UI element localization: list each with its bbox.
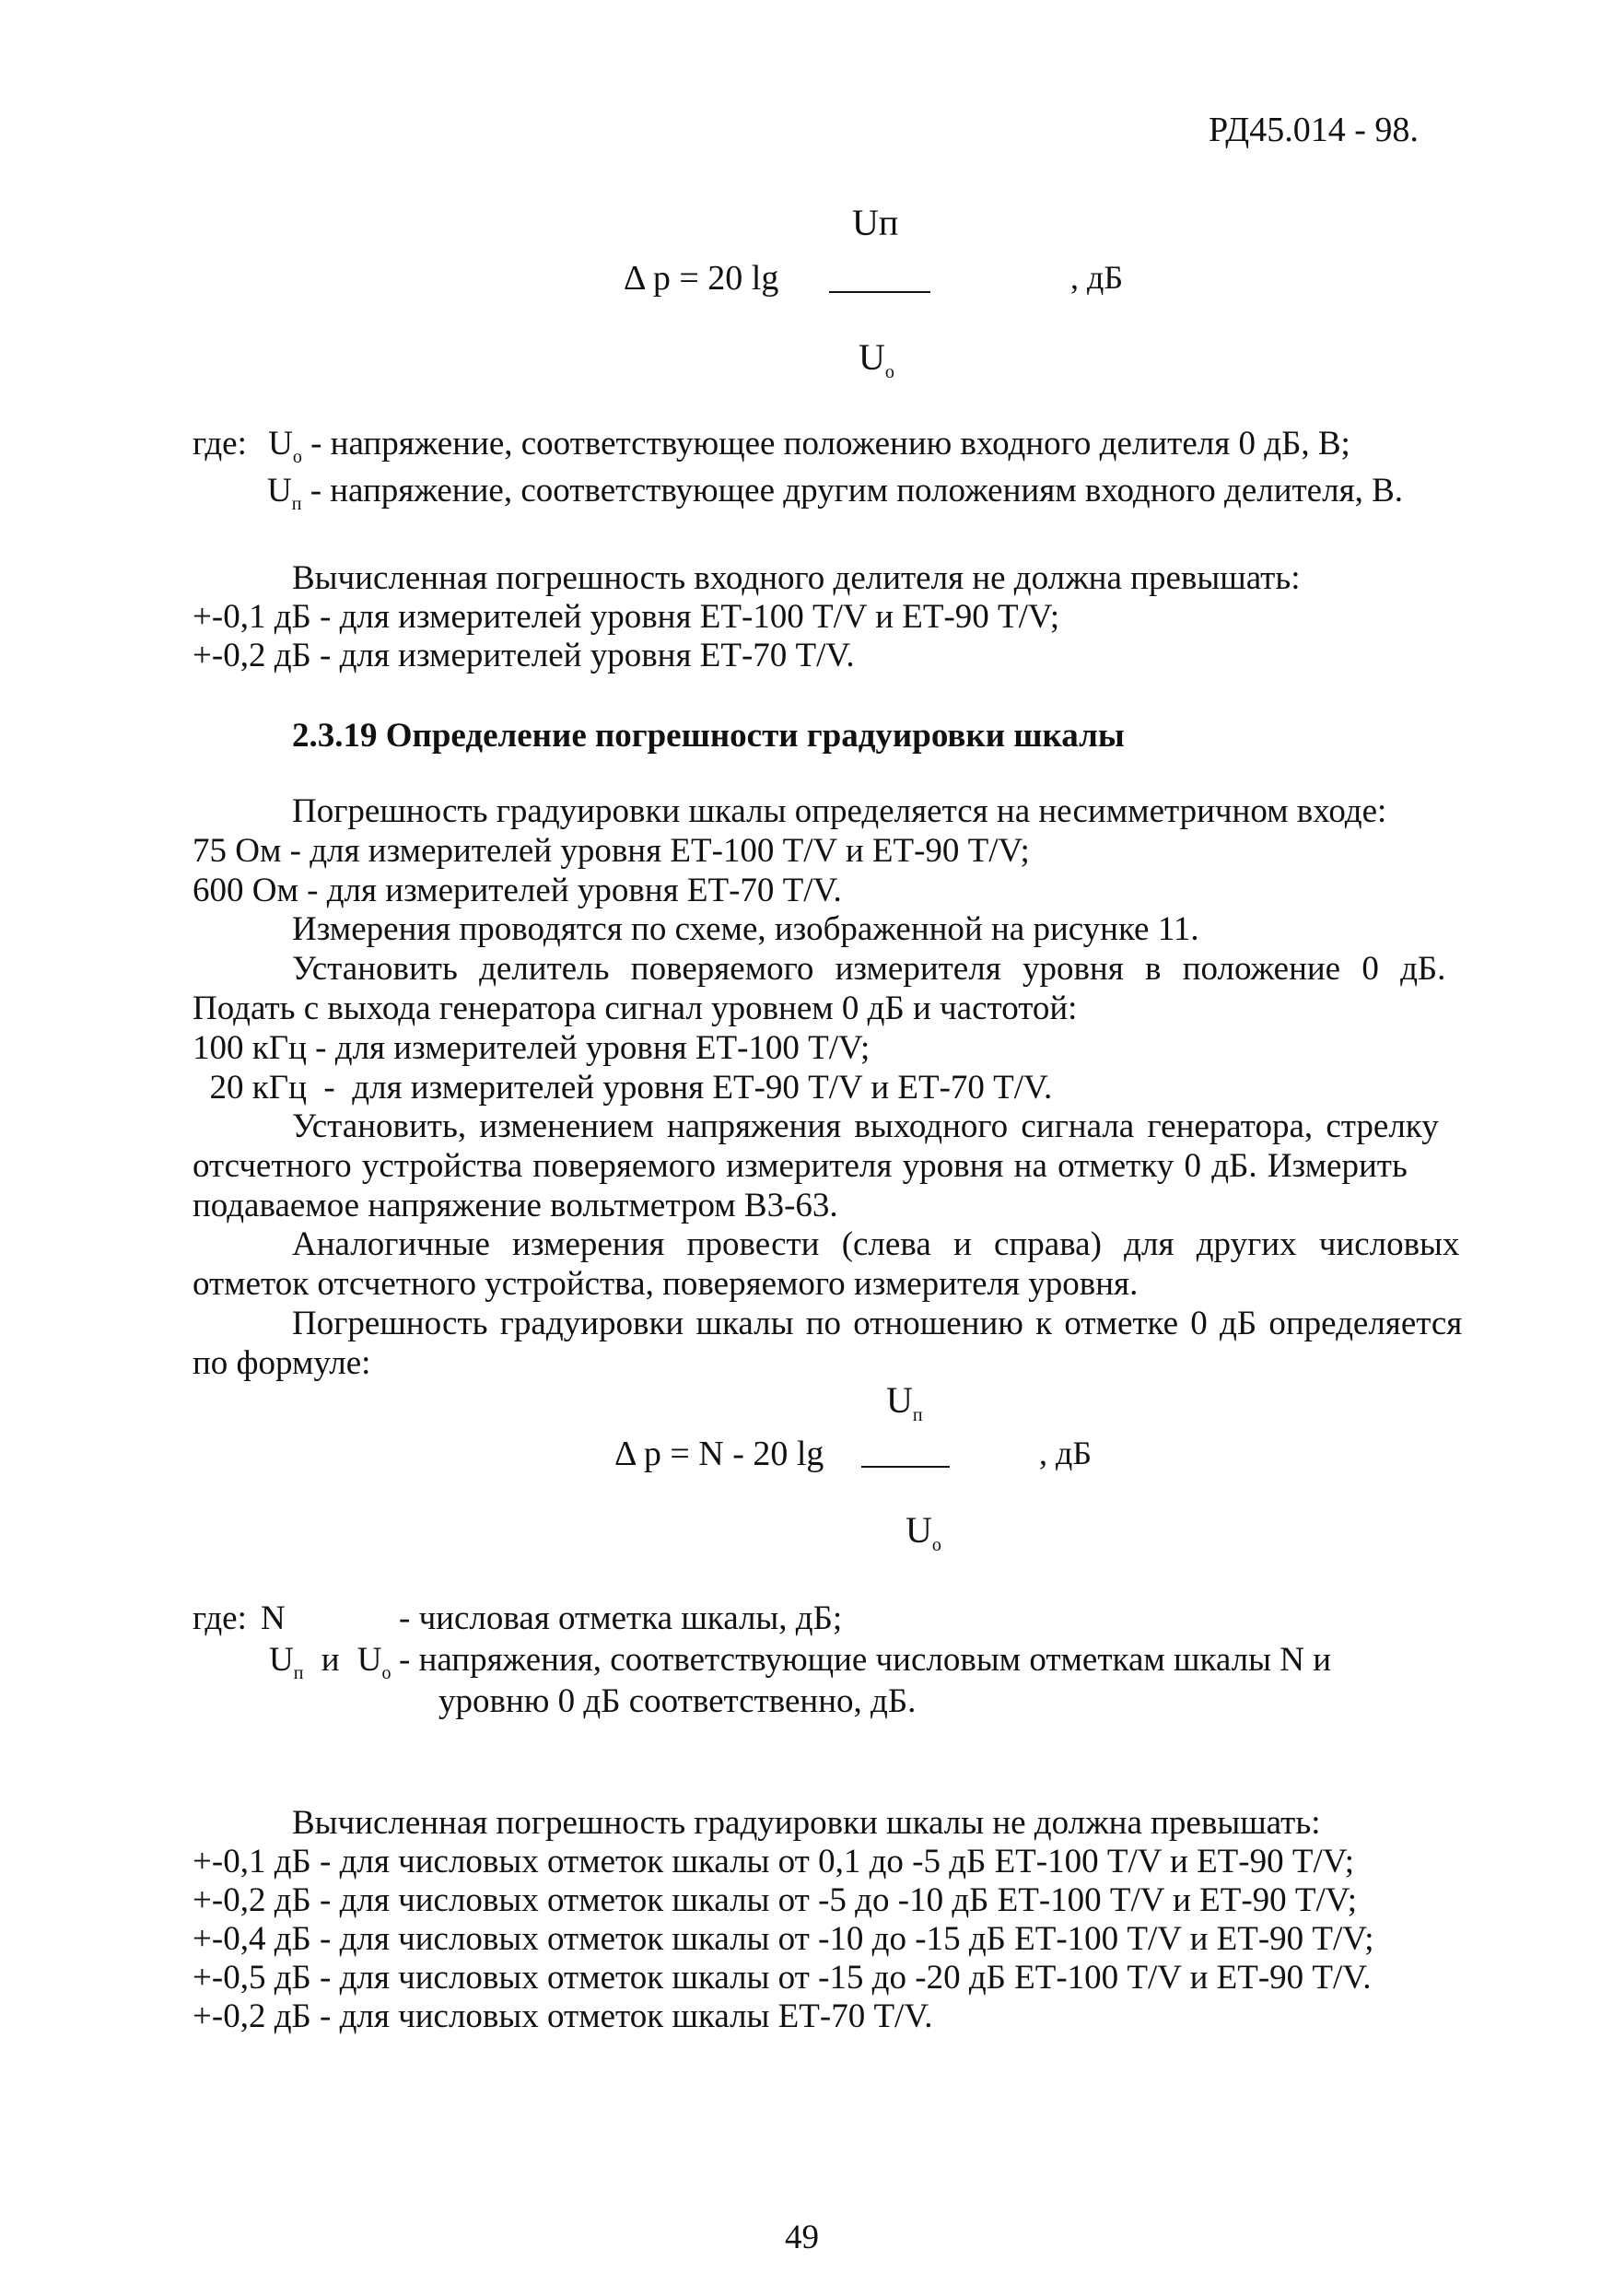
formula2-numerator bbox=[886, 1379, 923, 1425]
limits1-intro: Вычисленная погрешность входного делителя не должна превышать: bbox=[292, 559, 1301, 597]
where2-u-sub-2: o bbox=[381, 1663, 391, 1683]
limits2-intro: Вычисленная погрешность градуировки шкалы не должна превышать: bbox=[292, 1804, 1321, 1842]
where1-line2-text: - напряжение, соответствующее другим положениям входного делителя, В. bbox=[310, 472, 1404, 510]
where1-line1-symbol: U bbox=[268, 425, 293, 463]
where1-line1-sub: o bbox=[292, 447, 302, 467]
where1-line2 bbox=[267, 474, 1403, 513]
body-p4-line2: отсчетного устройства поверяемого измерителя уровня на отметку 0 дБ. Измерить bbox=[193, 1147, 1408, 1185]
where1-line2-sub: п bbox=[291, 494, 302, 514]
formula1-denominator-sub: o bbox=[884, 362, 894, 382]
formula2-denominator bbox=[906, 1509, 941, 1555]
body-freq-1: 100 кГц - для измерителей уровня ЕТ-100 T/V; bbox=[193, 1029, 871, 1067]
formula1-lhs: Δ p = 20 lg bbox=[624, 259, 779, 298]
where2-u-symbol-2: U bbox=[356, 1641, 382, 1679]
body-p4-line1: Установить, изменением напряжения выходного сигнала генератора, стрелку bbox=[292, 1107, 1439, 1145]
body-p4-line3: подаваемое напряжение вольтметром В3-63. bbox=[193, 1187, 838, 1224]
limits2-item-1: +-0,1 дБ - для числовых отметок шкалы от 0,1 до -5 дБ ЕТ-100 T/V и ЕТ-90 T/V; bbox=[193, 1843, 1354, 1880]
formula2-lhs: Δ p = N - 20 lg bbox=[614, 1435, 824, 1473]
limits2-item-3: +-0,4 дБ - для числовых отметок шкалы от -10 до -15 дБ ЕТ-100 T/V и ЕТ-90 T/V; bbox=[193, 1920, 1374, 1958]
where2-u-sub-1: п bbox=[293, 1663, 304, 1683]
limits2-item-2: +-0,2 дБ - для числовых отметок шкалы от -5 до -10 дБ ЕТ-100 T/V и ЕТ-90 T/V; bbox=[193, 1881, 1358, 1919]
where2-n-text: - числовая отметка шкалы, дБ; bbox=[399, 1599, 843, 1637]
where2-u-text-cont: уровню 0 дБ соответственно, дБ. bbox=[438, 1682, 917, 1720]
formula1-unit: , дБ bbox=[1070, 259, 1123, 296]
where2-and: и bbox=[321, 1641, 340, 1679]
where1-line1-text: - напряжение, соответствующее положению входного делителя 0 дБ, В; bbox=[310, 425, 1350, 463]
limits1-item-1: +-0,1 дБ - для измерителей уровня ЕТ-100 T/V и ЕТ-90 T/V; bbox=[193, 598, 1060, 636]
formula2-unit: , дБ bbox=[1039, 1435, 1092, 1471]
formula2-denominator-sub: o bbox=[931, 1535, 941, 1555]
body-input-1: 75 Ом - для измерителей уровня ЕТ-100 T/V и ЕТ-90 T/V; bbox=[193, 832, 1030, 870]
document-code: РД45.014 - 98. bbox=[1209, 111, 1419, 149]
body-p6-line1: Погрешность градуировки шкалы по отношению к отметке 0 дБ определяется bbox=[292, 1305, 1463, 1342]
body-p5-line2: отметок отсчетного устройства, поверяемого измерителя уровня. bbox=[193, 1265, 1139, 1303]
formula2-fraction-line bbox=[861, 1466, 950, 1468]
body-freq-2: 20 кГц - для измерителей уровня ЕТ-90 T/V и ЕТ-70 T/V. bbox=[193, 1069, 1053, 1107]
formula1-numerator: Uп bbox=[852, 202, 899, 243]
body-p1: Погрешность градуировки шкалы определяется на несимметричном входе: bbox=[292, 792, 1387, 830]
formula2-denominator-symbol: U bbox=[906, 1509, 932, 1551]
body-p6-line2: по формуле: bbox=[193, 1344, 371, 1382]
where2-u-symbols bbox=[269, 1643, 391, 1682]
formula2-numerator-sub: п bbox=[912, 1405, 923, 1425]
where2-u-symbol-1: U bbox=[269, 1641, 294, 1679]
body-input-2: 600 Ом - для измерителей уровня ЕТ-70 T/V. bbox=[193, 872, 842, 909]
formula1-fraction-line bbox=[829, 291, 930, 293]
formula2-numerator-symbol: U bbox=[886, 1379, 913, 1421]
page-number: 49 bbox=[785, 2219, 819, 2256]
formula1-denominator-symbol: U bbox=[859, 336, 885, 378]
limits2-item-4: +-0,5 дБ - для числовых отметок шкалы от -15 до -20 дБ ЕТ-100 T/V и ЕТ-90 T/V. bbox=[193, 1959, 1372, 1997]
body-p3-line2: Подать с выхода генератора сигнал уровнем 0 дБ и частотой: bbox=[193, 990, 1078, 1027]
section-heading: 2.3.19 Определение погрешности градуировки шкалы bbox=[292, 717, 1125, 755]
where1-line2-symbol: U bbox=[267, 472, 292, 510]
where2-u-text: - напряжения, соответствующие числовым отметкам шкалы N и bbox=[399, 1641, 1332, 1679]
where1-label: где: bbox=[193, 425, 247, 463]
body-p3-line1: Установить делитель поверяемого измерителя уровня в положение 0 дБ. bbox=[292, 950, 1446, 988]
limits2-item-5: +-0,2 дБ - для числовых отметок шкалы ЕТ-70 T/V. bbox=[193, 1997, 933, 2035]
limits1-item-2: +-0,2 дБ - для измерителей уровня ЕТ-70 T/V. bbox=[193, 637, 855, 674]
body-p2: Измерения проводятся по схеме, изображенной на рисунке 11. bbox=[292, 910, 1199, 948]
where1-line1 bbox=[193, 427, 1350, 466]
where2-n-symbol: N bbox=[261, 1599, 286, 1637]
formula1-denominator bbox=[859, 336, 894, 382]
body-p5-line1: Аналогичные измерения провести (слева и справа) для других числовых bbox=[292, 1225, 1460, 1263]
where2-label: где: bbox=[193, 1599, 247, 1637]
